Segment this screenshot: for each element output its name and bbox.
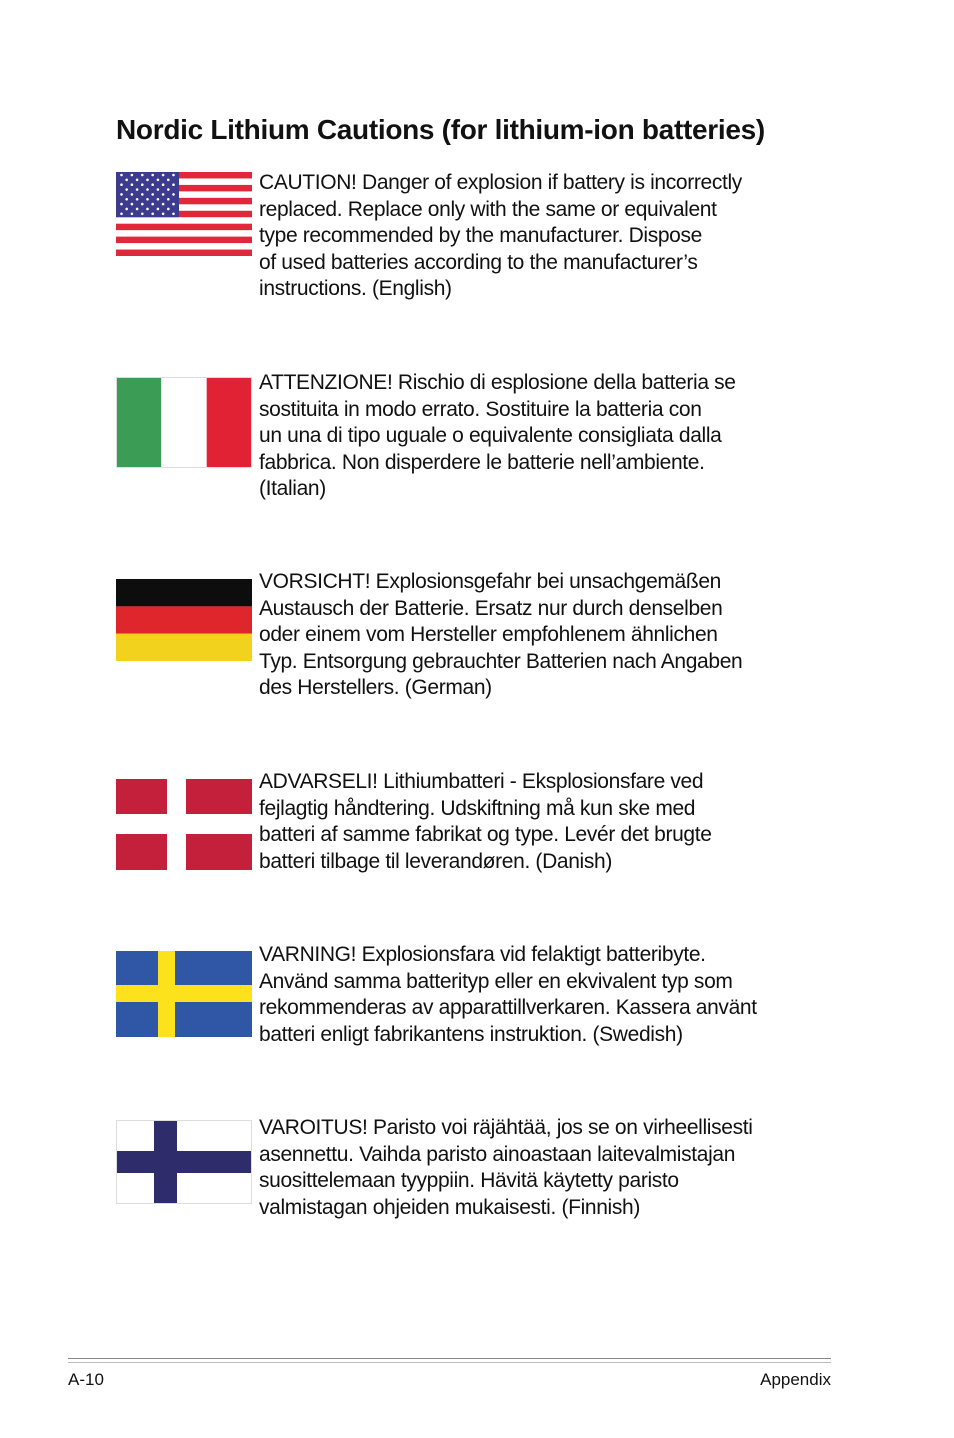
star-icon xyxy=(146,179,149,182)
us-flag-icon xyxy=(116,172,252,256)
star-icon xyxy=(146,208,149,211)
star-icon xyxy=(120,193,123,196)
denmark-flag-icon xyxy=(116,779,252,870)
caution-line: sostituita in modo errato. Sostituire la batteria con xyxy=(259,397,702,421)
star-icon xyxy=(162,203,165,206)
caution-line: CAUTION! Danger of explosion if battery is incorrectly xyxy=(259,171,742,194)
section-name: Appendix xyxy=(760,1370,831,1389)
star-icon xyxy=(131,174,134,177)
caution-english xyxy=(259,170,839,303)
caution-line: fabbrica. Non disperdere le batterie nell’ambiente. xyxy=(259,450,705,474)
star-icon xyxy=(162,183,165,186)
star-icon xyxy=(131,183,134,186)
star-icon xyxy=(151,203,154,206)
caution-line: ATTENZIONE! Rischio di esplosione della batteria se xyxy=(259,371,736,394)
caution-finnish xyxy=(259,1115,839,1221)
star-icon xyxy=(141,183,144,186)
star-icon xyxy=(136,179,139,182)
star-icon xyxy=(131,203,134,206)
star-icon xyxy=(151,183,154,186)
caution-line: type recommended by the manufacturer. Dispose xyxy=(259,224,702,247)
caution-line: ADVARSELI! Lithiumbatteri - Eksplosionsfare ved xyxy=(259,770,704,793)
star-icon xyxy=(125,179,128,182)
italy-flag-icon xyxy=(116,377,252,468)
germany-flag-icon xyxy=(116,579,252,661)
page-title: Nordic Lithium Cautions (for lithium-ion batteries) xyxy=(116,114,765,145)
caution-line: Austausch der Batterie. Ersatz nur durch denselben xyxy=(259,596,723,620)
star-icon xyxy=(141,174,144,177)
star-icon xyxy=(157,188,160,191)
star-icon xyxy=(162,213,165,216)
star-icon xyxy=(172,203,175,206)
caution-line: valmistagan ohjeiden mukaisesti. (Finnish) xyxy=(259,1195,640,1219)
caution-line: batteri enligt fabrikantens instruktion. (Swedish) xyxy=(259,1022,683,1046)
caution-line: des Herstellers. (German) xyxy=(259,676,492,699)
star-icon xyxy=(162,174,165,177)
star-icon xyxy=(172,193,175,196)
caution-line: replaced. Replace only with the same or equivalent xyxy=(259,197,717,221)
star-icon xyxy=(167,208,170,211)
star-icon xyxy=(151,213,154,216)
star-icon xyxy=(141,203,144,206)
star-icon xyxy=(120,203,123,206)
caution-danish xyxy=(259,769,839,875)
star-icon xyxy=(157,198,160,201)
star-icon xyxy=(151,174,154,177)
star-icon xyxy=(157,179,160,182)
caution-line: instructions. (English) xyxy=(259,277,452,300)
caution-line: VARNING! Explosionsfara vid felaktigt batteribyte. xyxy=(259,943,706,966)
caution-italian xyxy=(259,370,839,503)
caution-line: Använd samma batterityp eller en ekvivalent typ som xyxy=(259,969,733,993)
caution-line: VAROITUS! Paristo voi räjähtää, jos se on virheellisesti xyxy=(259,1116,753,1139)
star-icon xyxy=(146,198,149,201)
caution-line: oder einem vom Hersteller empfohlenem ähnlichen xyxy=(259,623,718,646)
page-number: A-10 xyxy=(68,1370,104,1389)
caution-line: suosittelemaan tyyppiin. Hävitä käytetty paristo xyxy=(259,1169,679,1192)
star-icon xyxy=(146,188,149,191)
star-icon xyxy=(172,174,175,177)
star-icon xyxy=(120,174,123,177)
footer-divider xyxy=(68,1358,831,1359)
star-icon xyxy=(167,188,170,191)
caution-line: (Italian) xyxy=(259,477,326,500)
star-icon xyxy=(131,193,134,196)
star-icon xyxy=(136,198,139,201)
caution-line: Typ. Entsorgung gebrauchter Batterien nach Angaben xyxy=(259,649,743,673)
caution-line: rekommenderas av apparattillverkaren. Kassera använt xyxy=(259,996,757,1019)
caution-line: un una di tipo uguale o equivalente consigliata dalla xyxy=(259,424,722,447)
star-icon xyxy=(125,208,128,211)
star-icon xyxy=(125,188,128,191)
star-icon xyxy=(120,213,123,216)
finland-flag-icon xyxy=(116,1120,252,1204)
star-icon xyxy=(141,213,144,216)
star-icon xyxy=(141,193,144,196)
star-icon xyxy=(172,213,175,216)
star-icon xyxy=(162,193,165,196)
star-icon xyxy=(131,213,134,216)
caution-line: fejlagtig håndtering. Udskiftning må kun ske med xyxy=(259,796,696,820)
star-icon xyxy=(151,193,154,196)
star-icon xyxy=(167,179,170,182)
caution-german xyxy=(259,569,839,702)
caution-swedish xyxy=(259,942,839,1048)
caution-line: VORSICHT! Explosionsgefahr bei unsachgemäßen xyxy=(259,570,722,593)
sweden-flag-icon xyxy=(116,951,252,1037)
star-icon xyxy=(136,208,139,211)
caution-line: batteri tilbage til leverandøren. (Danish) xyxy=(259,849,612,873)
footer-divider-secondary xyxy=(68,1362,831,1363)
star-icon xyxy=(172,183,175,186)
star-icon xyxy=(167,198,170,201)
star-icon xyxy=(157,208,160,211)
caution-line: batteri af samme fabrikat og type. Levér det brugte xyxy=(259,823,712,846)
star-icon xyxy=(120,183,123,186)
caution-line: asennettu. Vaihda paristo ainoastaan laitevalmistajan xyxy=(259,1142,736,1166)
star-icon xyxy=(125,198,128,201)
star-icon xyxy=(136,188,139,191)
caution-line: of used batteries according to the manufacturer’s xyxy=(259,250,698,274)
